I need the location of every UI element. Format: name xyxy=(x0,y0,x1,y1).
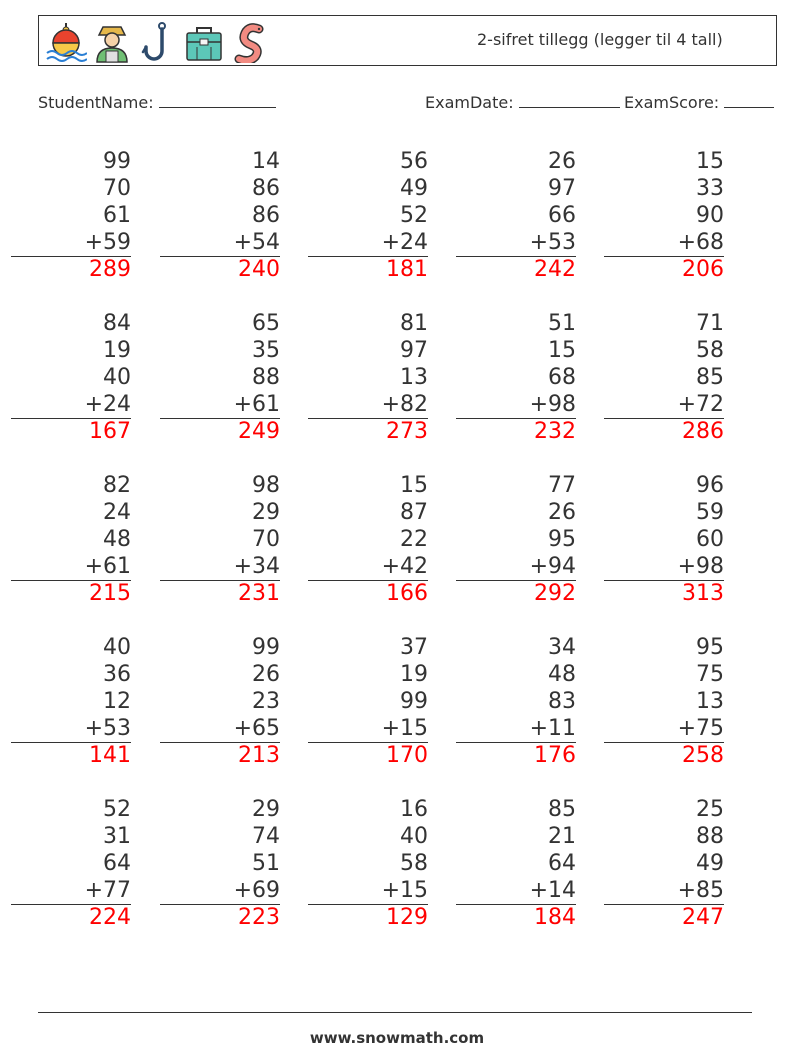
addend: 66 xyxy=(548,203,576,228)
addend-with-plus: +24 xyxy=(381,230,428,255)
addend: 22 xyxy=(400,527,428,552)
addend: 86 xyxy=(252,176,280,201)
answer: 258 xyxy=(682,743,724,768)
answer: 184 xyxy=(534,905,576,930)
addend-with-plus: +68 xyxy=(677,230,724,255)
addend: 70 xyxy=(103,176,131,201)
addition-problem xyxy=(604,472,724,608)
student-name-label: StudentName: xyxy=(38,93,154,112)
answer: 141 xyxy=(89,743,131,768)
answer-row xyxy=(308,742,428,770)
addend-with-plus: +11 xyxy=(529,716,576,741)
exam-date-field xyxy=(425,93,620,112)
addend: 21 xyxy=(548,824,576,849)
addend: 52 xyxy=(400,203,428,228)
addition-problem xyxy=(160,634,280,770)
addend: 97 xyxy=(548,176,576,201)
addend: 58 xyxy=(400,851,428,876)
student-name-field xyxy=(38,93,276,112)
exam-score-field xyxy=(624,93,774,112)
addend: 52 xyxy=(103,797,131,822)
answer: 181 xyxy=(386,257,428,282)
answer-row xyxy=(456,418,576,446)
addend: 49 xyxy=(696,851,724,876)
addend: 64 xyxy=(548,851,576,876)
addend-with-plus: +54 xyxy=(233,230,280,255)
addend-with-plus: +98 xyxy=(529,392,576,417)
tackle-box-icon xyxy=(183,21,225,63)
addition-problem xyxy=(308,148,428,284)
addend: 51 xyxy=(548,311,576,336)
addend: 68 xyxy=(548,365,576,390)
addition-problem xyxy=(456,472,576,608)
addend: 88 xyxy=(696,824,724,849)
addition-problem xyxy=(11,634,131,770)
addend: 85 xyxy=(548,797,576,822)
addend: 82 xyxy=(103,473,131,498)
answer: 242 xyxy=(534,257,576,282)
answer: 170 xyxy=(386,743,428,768)
addition-problem xyxy=(604,310,724,446)
addition-problem xyxy=(308,634,428,770)
addend: 65 xyxy=(252,311,280,336)
addend: 33 xyxy=(696,176,724,201)
answer-row xyxy=(456,580,576,608)
addend-with-plus: +69 xyxy=(233,878,280,903)
addition-problem xyxy=(308,310,428,446)
addend: 40 xyxy=(103,635,131,660)
addend-with-plus: +77 xyxy=(84,878,131,903)
answer-row xyxy=(604,580,724,608)
answer-row xyxy=(160,418,280,446)
header-box xyxy=(38,15,777,66)
answer-row xyxy=(160,742,280,770)
addend-with-plus: +72 xyxy=(677,392,724,417)
addition-problem xyxy=(308,472,428,608)
footer-url: www.snowmath.com xyxy=(309,1029,485,1047)
addend: 64 xyxy=(103,851,131,876)
answer-row xyxy=(11,256,131,284)
answer-row xyxy=(11,742,131,770)
answer: 223 xyxy=(238,905,280,930)
addition-problem xyxy=(11,148,131,284)
addend: 19 xyxy=(400,662,428,687)
addition-problem xyxy=(456,310,576,446)
addition-problem xyxy=(456,634,576,770)
addend: 49 xyxy=(400,176,428,201)
answer: 240 xyxy=(238,257,280,282)
addend-with-plus: +65 xyxy=(233,716,280,741)
answer: 292 xyxy=(534,581,576,606)
addend: 13 xyxy=(400,365,428,390)
addend-with-plus: +53 xyxy=(529,230,576,255)
header-icons xyxy=(45,21,271,63)
addend-with-plus: +34 xyxy=(233,554,280,579)
addend-with-plus: +82 xyxy=(381,392,428,417)
addend-with-plus: +98 xyxy=(677,554,724,579)
addend: 75 xyxy=(696,662,724,687)
answer: 231 xyxy=(238,581,280,606)
addend-with-plus: +85 xyxy=(677,878,724,903)
answer: 167 xyxy=(89,419,131,444)
answer-row xyxy=(456,904,576,932)
answer-row xyxy=(308,418,428,446)
addend: 31 xyxy=(103,824,131,849)
addend: 95 xyxy=(548,527,576,552)
addend: 99 xyxy=(400,689,428,714)
addend-with-plus: +94 xyxy=(529,554,576,579)
addend: 15 xyxy=(696,149,724,174)
worksheet-title: 2-sifret tillegg (legger til 4 tall) xyxy=(477,30,723,49)
addend: 14 xyxy=(252,149,280,174)
answer-row xyxy=(308,256,428,284)
answer: 273 xyxy=(386,419,428,444)
addend-with-plus: +59 xyxy=(84,230,131,255)
worm-icon xyxy=(229,21,271,63)
answer: 313 xyxy=(682,581,724,606)
addend-with-plus: +15 xyxy=(381,716,428,741)
addition-problem xyxy=(604,148,724,284)
addend: 34 xyxy=(548,635,576,660)
answer: 213 xyxy=(238,743,280,768)
answer-row xyxy=(160,580,280,608)
addend: 95 xyxy=(696,635,724,660)
addition-problem xyxy=(604,634,724,770)
exam-score-blank[interactable] xyxy=(724,93,774,108)
addend: 26 xyxy=(548,500,576,525)
addition-problem xyxy=(160,148,280,284)
addend: 84 xyxy=(103,311,131,336)
addition-problem xyxy=(160,796,280,932)
answer-row xyxy=(160,904,280,932)
answer: 247 xyxy=(682,905,724,930)
addition-problem xyxy=(604,796,724,932)
addend: 25 xyxy=(696,797,724,822)
addend: 12 xyxy=(103,689,131,714)
addend: 61 xyxy=(103,203,131,228)
addition-problem xyxy=(11,310,131,446)
addend: 36 xyxy=(103,662,131,687)
addend-with-plus: +42 xyxy=(381,554,428,579)
addition-problem xyxy=(308,796,428,932)
addend: 26 xyxy=(252,662,280,687)
addend: 74 xyxy=(252,824,280,849)
addend: 48 xyxy=(548,662,576,687)
addend-with-plus: +61 xyxy=(84,554,131,579)
addition-problem xyxy=(456,796,576,932)
fisherman-icon xyxy=(91,21,133,63)
addend: 13 xyxy=(696,689,724,714)
answer: 206 xyxy=(682,257,724,282)
answer: 286 xyxy=(682,419,724,444)
addend: 96 xyxy=(696,473,724,498)
answer: 249 xyxy=(238,419,280,444)
exam-date-label: ExamDate: xyxy=(425,93,514,112)
addend: 58 xyxy=(696,338,724,363)
fishing-bobber-icon xyxy=(45,21,87,63)
answer: 166 xyxy=(386,581,428,606)
answer-row xyxy=(604,256,724,284)
addend: 16 xyxy=(400,797,428,822)
addend-with-plus: +14 xyxy=(529,878,576,903)
addend: 37 xyxy=(400,635,428,660)
addend-with-plus: +61 xyxy=(233,392,280,417)
answer-row xyxy=(604,418,724,446)
addend: 24 xyxy=(103,500,131,525)
addend: 56 xyxy=(400,149,428,174)
addend: 29 xyxy=(252,500,280,525)
addition-problem xyxy=(11,472,131,608)
addend: 81 xyxy=(400,311,428,336)
addend: 87 xyxy=(400,500,428,525)
addend: 51 xyxy=(252,851,280,876)
addend: 40 xyxy=(103,365,131,390)
answer-row xyxy=(11,904,131,932)
answer: 215 xyxy=(89,581,131,606)
addend: 26 xyxy=(548,149,576,174)
answer: 289 xyxy=(89,257,131,282)
addend: 35 xyxy=(252,338,280,363)
footer-divider xyxy=(38,1012,752,1013)
addition-problem xyxy=(456,148,576,284)
answer-row xyxy=(604,742,724,770)
answer-row xyxy=(11,418,131,446)
addend: 60 xyxy=(696,527,724,552)
addend: 19 xyxy=(103,338,131,363)
student-name-blank[interactable] xyxy=(159,93,276,108)
addend: 70 xyxy=(252,527,280,552)
answer-row xyxy=(308,904,428,932)
answer: 176 xyxy=(534,743,576,768)
exam-score-label: ExamScore: xyxy=(624,93,720,112)
answer: 129 xyxy=(386,905,428,930)
answer: 224 xyxy=(89,905,131,930)
addend-with-plus: +24 xyxy=(84,392,131,417)
addend: 23 xyxy=(252,689,280,714)
addend: 77 xyxy=(548,473,576,498)
addend: 59 xyxy=(696,500,724,525)
addend: 15 xyxy=(548,338,576,363)
addend: 99 xyxy=(103,149,131,174)
answer-row xyxy=(11,580,131,608)
addition-problem xyxy=(11,796,131,932)
addend-with-plus: +53 xyxy=(84,716,131,741)
addition-problem xyxy=(160,472,280,608)
addend: 88 xyxy=(252,365,280,390)
addend: 15 xyxy=(400,473,428,498)
answer-row xyxy=(308,580,428,608)
addend: 99 xyxy=(252,635,280,660)
addend: 98 xyxy=(252,473,280,498)
addend: 29 xyxy=(252,797,280,822)
addend: 85 xyxy=(696,365,724,390)
answer-row xyxy=(160,256,280,284)
answer: 232 xyxy=(534,419,576,444)
addend: 86 xyxy=(252,203,280,228)
addend: 97 xyxy=(400,338,428,363)
answer-row xyxy=(456,256,576,284)
exam-date-blank[interactable] xyxy=(519,93,620,108)
addend-with-plus: +75 xyxy=(677,716,724,741)
fishing-hook-icon xyxy=(137,21,179,63)
addend: 83 xyxy=(548,689,576,714)
addend: 71 xyxy=(696,311,724,336)
addition-problem xyxy=(160,310,280,446)
answer-row xyxy=(604,904,724,932)
addend: 40 xyxy=(400,824,428,849)
addend: 48 xyxy=(103,527,131,552)
addend: 90 xyxy=(696,203,724,228)
addend-with-plus: +15 xyxy=(381,878,428,903)
answer-row xyxy=(456,742,576,770)
